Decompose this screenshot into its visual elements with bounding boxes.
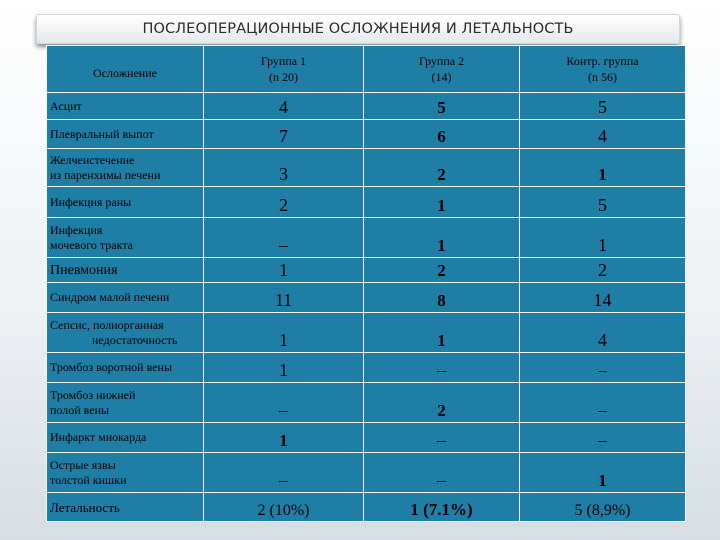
cell-group-2: 6 <box>364 120 520 149</box>
slide-title: ПОСЛЕОПЕРАЦИОННЫЕ ОСЛОЖНЕНИЯ И ЛЕТАЛЬНОСТЬ <box>142 21 574 37</box>
row-name <box>47 453 204 493</box>
table-row <box>47 187 686 218</box>
row-name <box>47 353 204 383</box>
cell-group-1: 1 <box>204 313 364 353</box>
cell-group-2: 1 <box>364 187 520 218</box>
cell-group-1: 1 <box>204 353 364 383</box>
row-name-line-1: Асцит <box>50 98 82 113</box>
header-control-group <box>520 46 686 93</box>
cell-control-group: 4 <box>520 313 686 353</box>
row-name <box>47 313 204 353</box>
row-name <box>47 218 204 258</box>
cell-group-2: – <box>364 423 520 453</box>
row-name <box>47 120 204 149</box>
cell-control-group: 14 <box>520 283 686 313</box>
header-group-2-label: Группа 2 <box>418 54 465 68</box>
cell-group-2: 2 <box>364 383 520 423</box>
table-row <box>47 423 686 453</box>
row-name-line-1: Острые язвы <box>50 457 116 472</box>
cell-group-1: 7 <box>204 120 364 149</box>
complications-table <box>46 45 686 522</box>
cell-group-2: 1 <box>364 218 520 258</box>
row-name-line-2: толстой кишки <box>50 472 127 487</box>
cell-group-2: 1 <box>364 313 520 353</box>
cell-group-2: 2 <box>364 149 520 187</box>
cell-group-1: 4 <box>204 93 364 120</box>
cell-control-group: 2 <box>520 258 686 283</box>
cell-group-1: 3 <box>204 149 364 187</box>
table-row <box>47 149 686 187</box>
slide-title-bar <box>36 14 680 44</box>
table-row <box>47 453 686 493</box>
row-name-line-1: Тромбоз нижней <box>50 387 136 402</box>
row-name <box>47 93 204 120</box>
table-row <box>47 283 686 313</box>
row-name-line-1: Сепсис, полиорганная <box>50 317 164 332</box>
header-group-2 <box>364 46 520 93</box>
row-name <box>47 493 204 522</box>
row-name-line-2: из паренхимы печени <box>50 167 161 182</box>
cell-group-2: – <box>364 453 520 493</box>
cell-group-1: 1 <box>204 423 364 453</box>
cell-group-1: 11 <box>204 283 364 313</box>
cell-control-group: – <box>520 423 686 453</box>
header-control-group-label: Контр. группа <box>566 54 639 68</box>
cell-control-group: 5 <box>520 93 686 120</box>
row-name-line-1: Желчеистечение <box>50 152 135 167</box>
row-name-line-2: полой вены <box>50 402 110 417</box>
cell-control-group: 5 (8,9%) <box>520 493 686 522</box>
table-header-row <box>47 46 686 93</box>
cell-control-group: 5 <box>520 187 686 218</box>
header-group-1-n: (n 20) <box>269 70 298 84</box>
cell-control-group: – <box>520 353 686 383</box>
table-row-mortality <box>47 493 686 522</box>
row-name <box>47 258 204 283</box>
cell-group-1: – <box>204 218 364 258</box>
header-control-group-n: (n 56) <box>588 70 617 84</box>
cell-control-group: – <box>520 383 686 423</box>
cell-group-1: 2 (10%) <box>204 493 364 522</box>
row-name-line-1: Инфаркт миокарда <box>50 430 147 444</box>
row-name-line-1: Летальность <box>50 499 120 515</box>
cell-group-2: 2 <box>364 258 520 283</box>
row-name-line-1: Пневмония <box>50 262 118 278</box>
table-row <box>47 313 686 353</box>
row-name <box>47 383 204 423</box>
cell-control-group: 1 <box>520 149 686 187</box>
cell-group-1: – <box>204 453 364 493</box>
cell-control-group: 1 <box>520 453 686 493</box>
row-name <box>47 283 204 313</box>
row-name-line-1: Инфекция <box>50 222 103 237</box>
cell-control-group: 4 <box>520 120 686 149</box>
complications-table-container <box>46 45 685 522</box>
row-name <box>47 423 204 453</box>
cell-control-group: 1 <box>520 218 686 258</box>
table-row <box>47 383 686 423</box>
row-name-line-1: Плевральный выпот <box>50 126 154 141</box>
cell-group-1: 1 <box>204 258 364 283</box>
header-group-2-n: (14) <box>431 70 452 84</box>
cell-group-1: 2 <box>204 187 364 218</box>
row-name <box>47 149 204 187</box>
header-complication: Осложнение <box>47 46 204 93</box>
row-name <box>47 187 204 218</box>
row-name-line-2: недостаточность <box>92 332 178 347</box>
cell-group-2: 1 (7.1%) <box>364 493 520 522</box>
table-row <box>47 120 686 149</box>
cell-group-2: 8 <box>364 283 520 313</box>
row-name-line-1: Синдром малой печени <box>50 290 170 304</box>
cell-group-1: – <box>204 383 364 423</box>
table-row <box>47 218 686 258</box>
row-name-line-2: мочевого тракта <box>50 237 133 252</box>
row-name-line-1: Инфекция раны <box>50 194 132 209</box>
table-row <box>47 93 686 120</box>
header-group-1-label: Группа 1 <box>260 54 307 68</box>
header-group-1 <box>204 46 364 93</box>
table-row <box>47 258 686 283</box>
table-row <box>47 353 686 383</box>
cell-group-2: – <box>364 353 520 383</box>
row-name-line-1: Тромбоз воротной вены <box>50 360 173 374</box>
cell-group-2: 5 <box>364 93 520 120</box>
